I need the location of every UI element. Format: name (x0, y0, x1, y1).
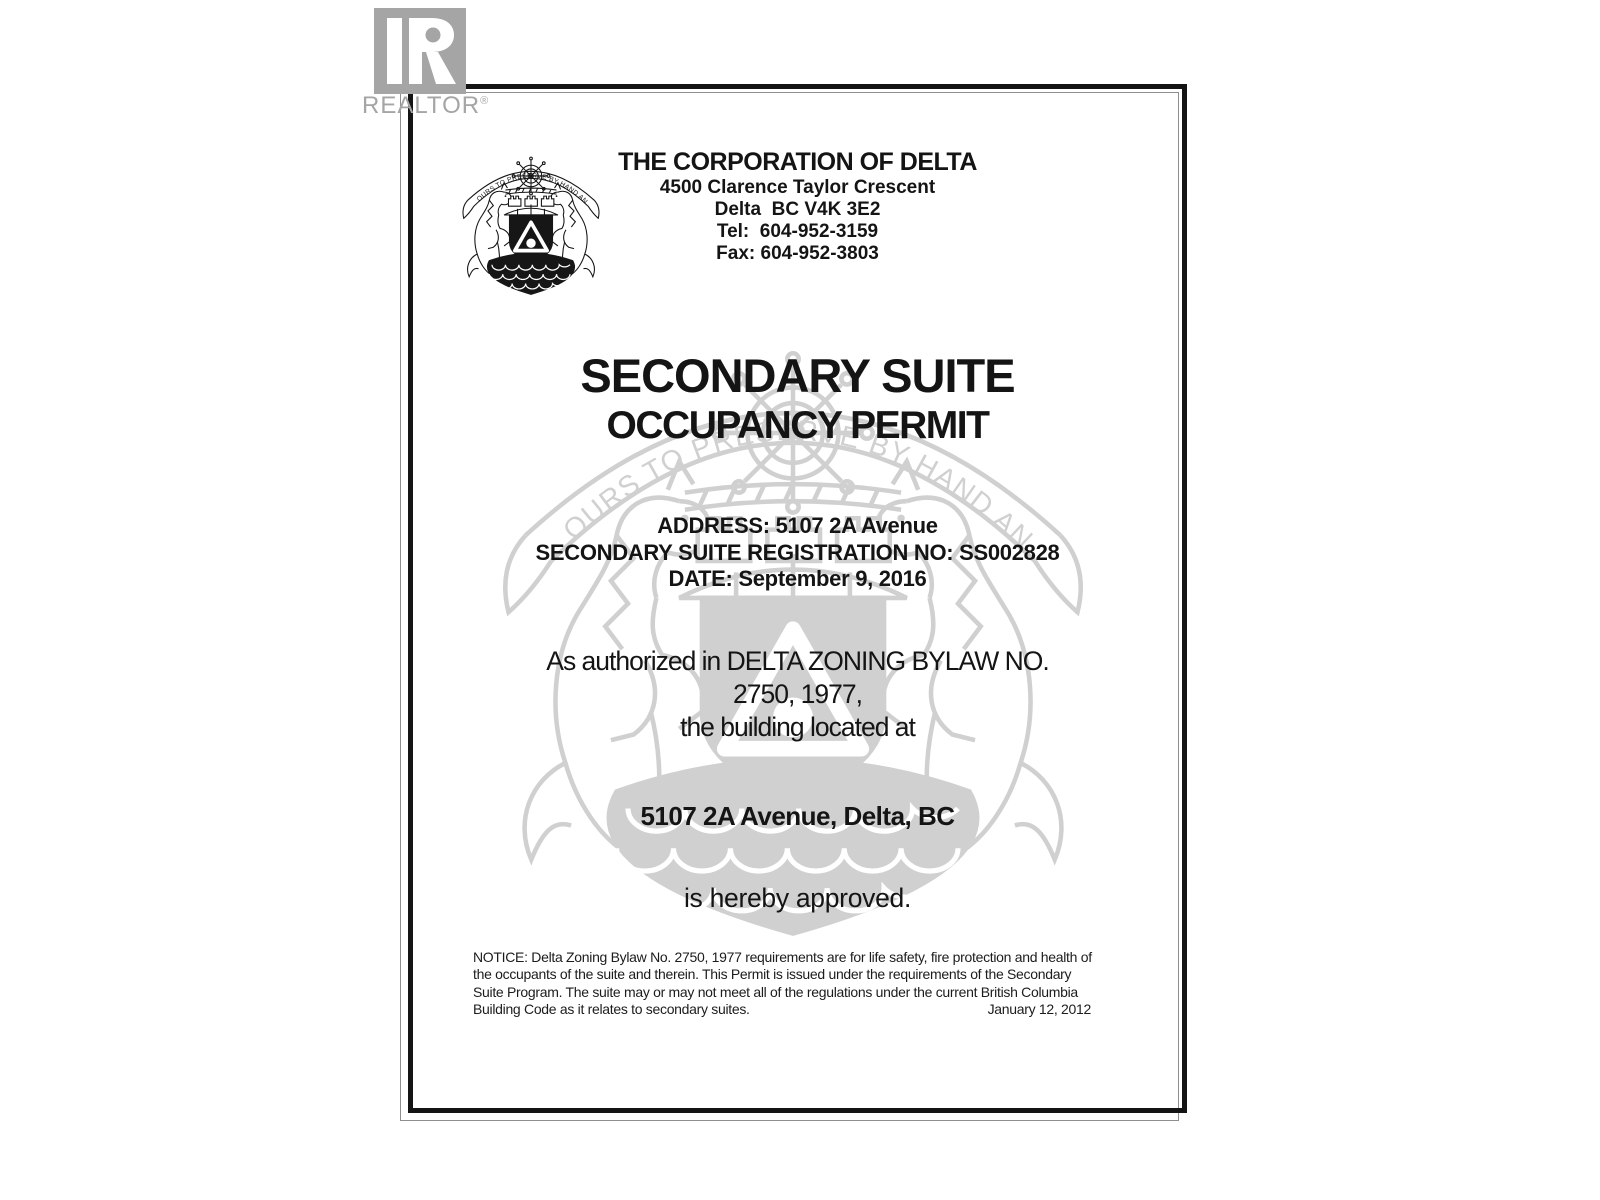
property-address: 5107 2A Avenue, Delta, BC (640, 801, 955, 831)
permit-title (413, 349, 1182, 449)
detail-registration-no: SECONDARY SUITE REGISTRATION NO: SS002828 (535, 539, 1060, 565)
realtor-wordmark (362, 92, 490, 120)
realtor-r-icon (374, 8, 466, 94)
realtor-logo (362, 8, 490, 119)
permit-details (413, 513, 1182, 593)
registered-trademark-icon: ® (480, 95, 490, 107)
org-city-postal: Delta BC V4K 3E2 (714, 199, 881, 220)
permit-title-line2: OCCUPANCY PERMIT (606, 404, 989, 447)
realtor-label: REALTOR (362, 92, 481, 119)
org-tel: Tel: 604-952-3159 (716, 221, 879, 242)
notice-line: Building Code as it relates to secondary suites. (473, 1001, 750, 1018)
permit-document (408, 84, 1187, 1113)
notice-paragraph (473, 949, 1107, 1019)
notice-line: Suite Program. The suite may or may not meet all of the regulations under the current British Columbia (473, 983, 1078, 1000)
authorization-statement (413, 645, 1182, 744)
authorization-line1: As authorized in DELTA ZONING BYLAW NO. (546, 646, 1049, 676)
notice-issue-date: January 12, 2012 (987, 1001, 1091, 1018)
org-fax: Fax: 604-952-3803 (716, 243, 879, 264)
authorization-line3: the building located at (680, 712, 915, 742)
org-street: 4500 Clarence Taylor Crescent (659, 177, 936, 198)
detail-date: DATE: September 9, 2016 (668, 566, 927, 591)
org-name: THE CORPORATION OF DELTA (618, 148, 977, 176)
delta-crest-icon (457, 141, 605, 297)
permit-title-line1: SECONDARY SUITE (580, 349, 1015, 402)
detail-address: ADDRESS: 5107 2A Avenue (657, 513, 938, 538)
notice-line: NOTICE: Delta Zoning Bylaw No. 2750, 1977 requirements are for life safety, fire protection and health of (473, 949, 1092, 965)
authorization-line2: 2750, 1977, (733, 679, 862, 709)
approval-statement: is hereby approved. (683, 883, 912, 913)
notice-line: the occupants of the suite and therein. This Permit is issued under the requirements of the Secondary (473, 966, 1072, 983)
